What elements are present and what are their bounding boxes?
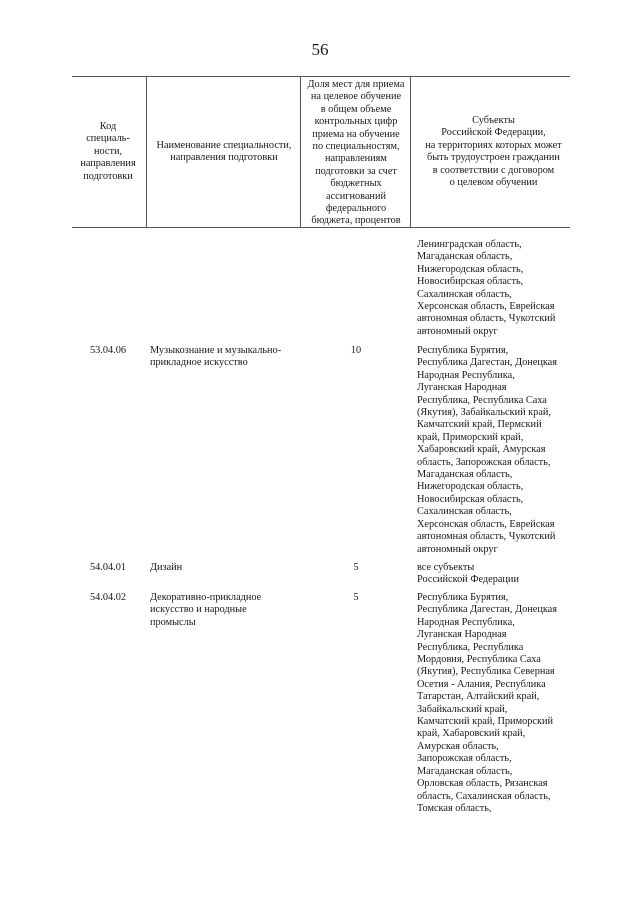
row-subjects: Ленинградская область, Магаданская область, Нижегородская область, Новосибирская область, Сахалинская область, Херсонская область, Еврейская автономная область, Чукотский автономный округ — [417, 239, 556, 337]
column-divider — [146, 77, 147, 227]
page-number: 56 — [311, 40, 329, 59]
row-code: 54.04.01 — [89, 562, 127, 573]
row-share: 10 — [350, 345, 362, 356]
row-name: Декоративно-прикладное искусство и народные промыслы — [150, 592, 262, 628]
column-divider — [410, 77, 411, 227]
row-share: 5 — [353, 562, 359, 573]
row-subjects: Республика Бурятия, Республика Дагестан, Донецкая Народная Республика, Луганская Народная Республика, Республика Мордовия, Республика Саха (Якутия), Республика Северная Осетия - Алания, Республика Татарстан, Алтайский край, Забайкальский край, Камчатский край, Приморский край, Хабаровский край, Амурская область, Запорожская область, Магаданская область, Орловская область, Рязанская область, Сахалинская область, Томская область, — [417, 592, 557, 814]
row-share: 5 — [353, 592, 359, 603]
row-code: 54.04.02 — [89, 592, 127, 603]
header-code: Код специаль- ности, направления подготовки — [80, 121, 136, 182]
row-name: Дизайн — [150, 562, 183, 573]
header-subjects: Субъекты Российской Федерации, на территориях которых может быть трудоустроен гражданин в соответствии с договором о целевом обучении — [425, 115, 562, 189]
column-divider — [300, 77, 301, 227]
header-share: Доля мест для приема на целевое обучение в общем объеме контрольных цифр приема на обучение по специальностям, направлениям подготовки за счет бюджетных ассигнований федерального бюджета, процентов — [307, 79, 405, 227]
header-name: Наименование специальности, направления подготовки — [156, 140, 292, 164]
row-name: Музыкознание и музыкально- прикладное искусство — [150, 345, 282, 369]
row-subjects: Республика Бурятия, Республика Дагестан, Донецкая Народная Республика, Луганская Народная Республика, Республика Саха (Якутия), Забайкальский край, Камчатский край, Пермский край, Приморский край, Хабаровский край, Амурская область, Запорожская область, Магаданская область, Нижегородская область, Новосибирская область, Сахалинская область, Херсонская область, Еврейская автономная область, Чукотский автономный округ — [417, 345, 557, 555]
row-code: 53.04.06 — [89, 345, 127, 356]
row-subjects: все субъекты Российской Федерации — [417, 562, 519, 586]
